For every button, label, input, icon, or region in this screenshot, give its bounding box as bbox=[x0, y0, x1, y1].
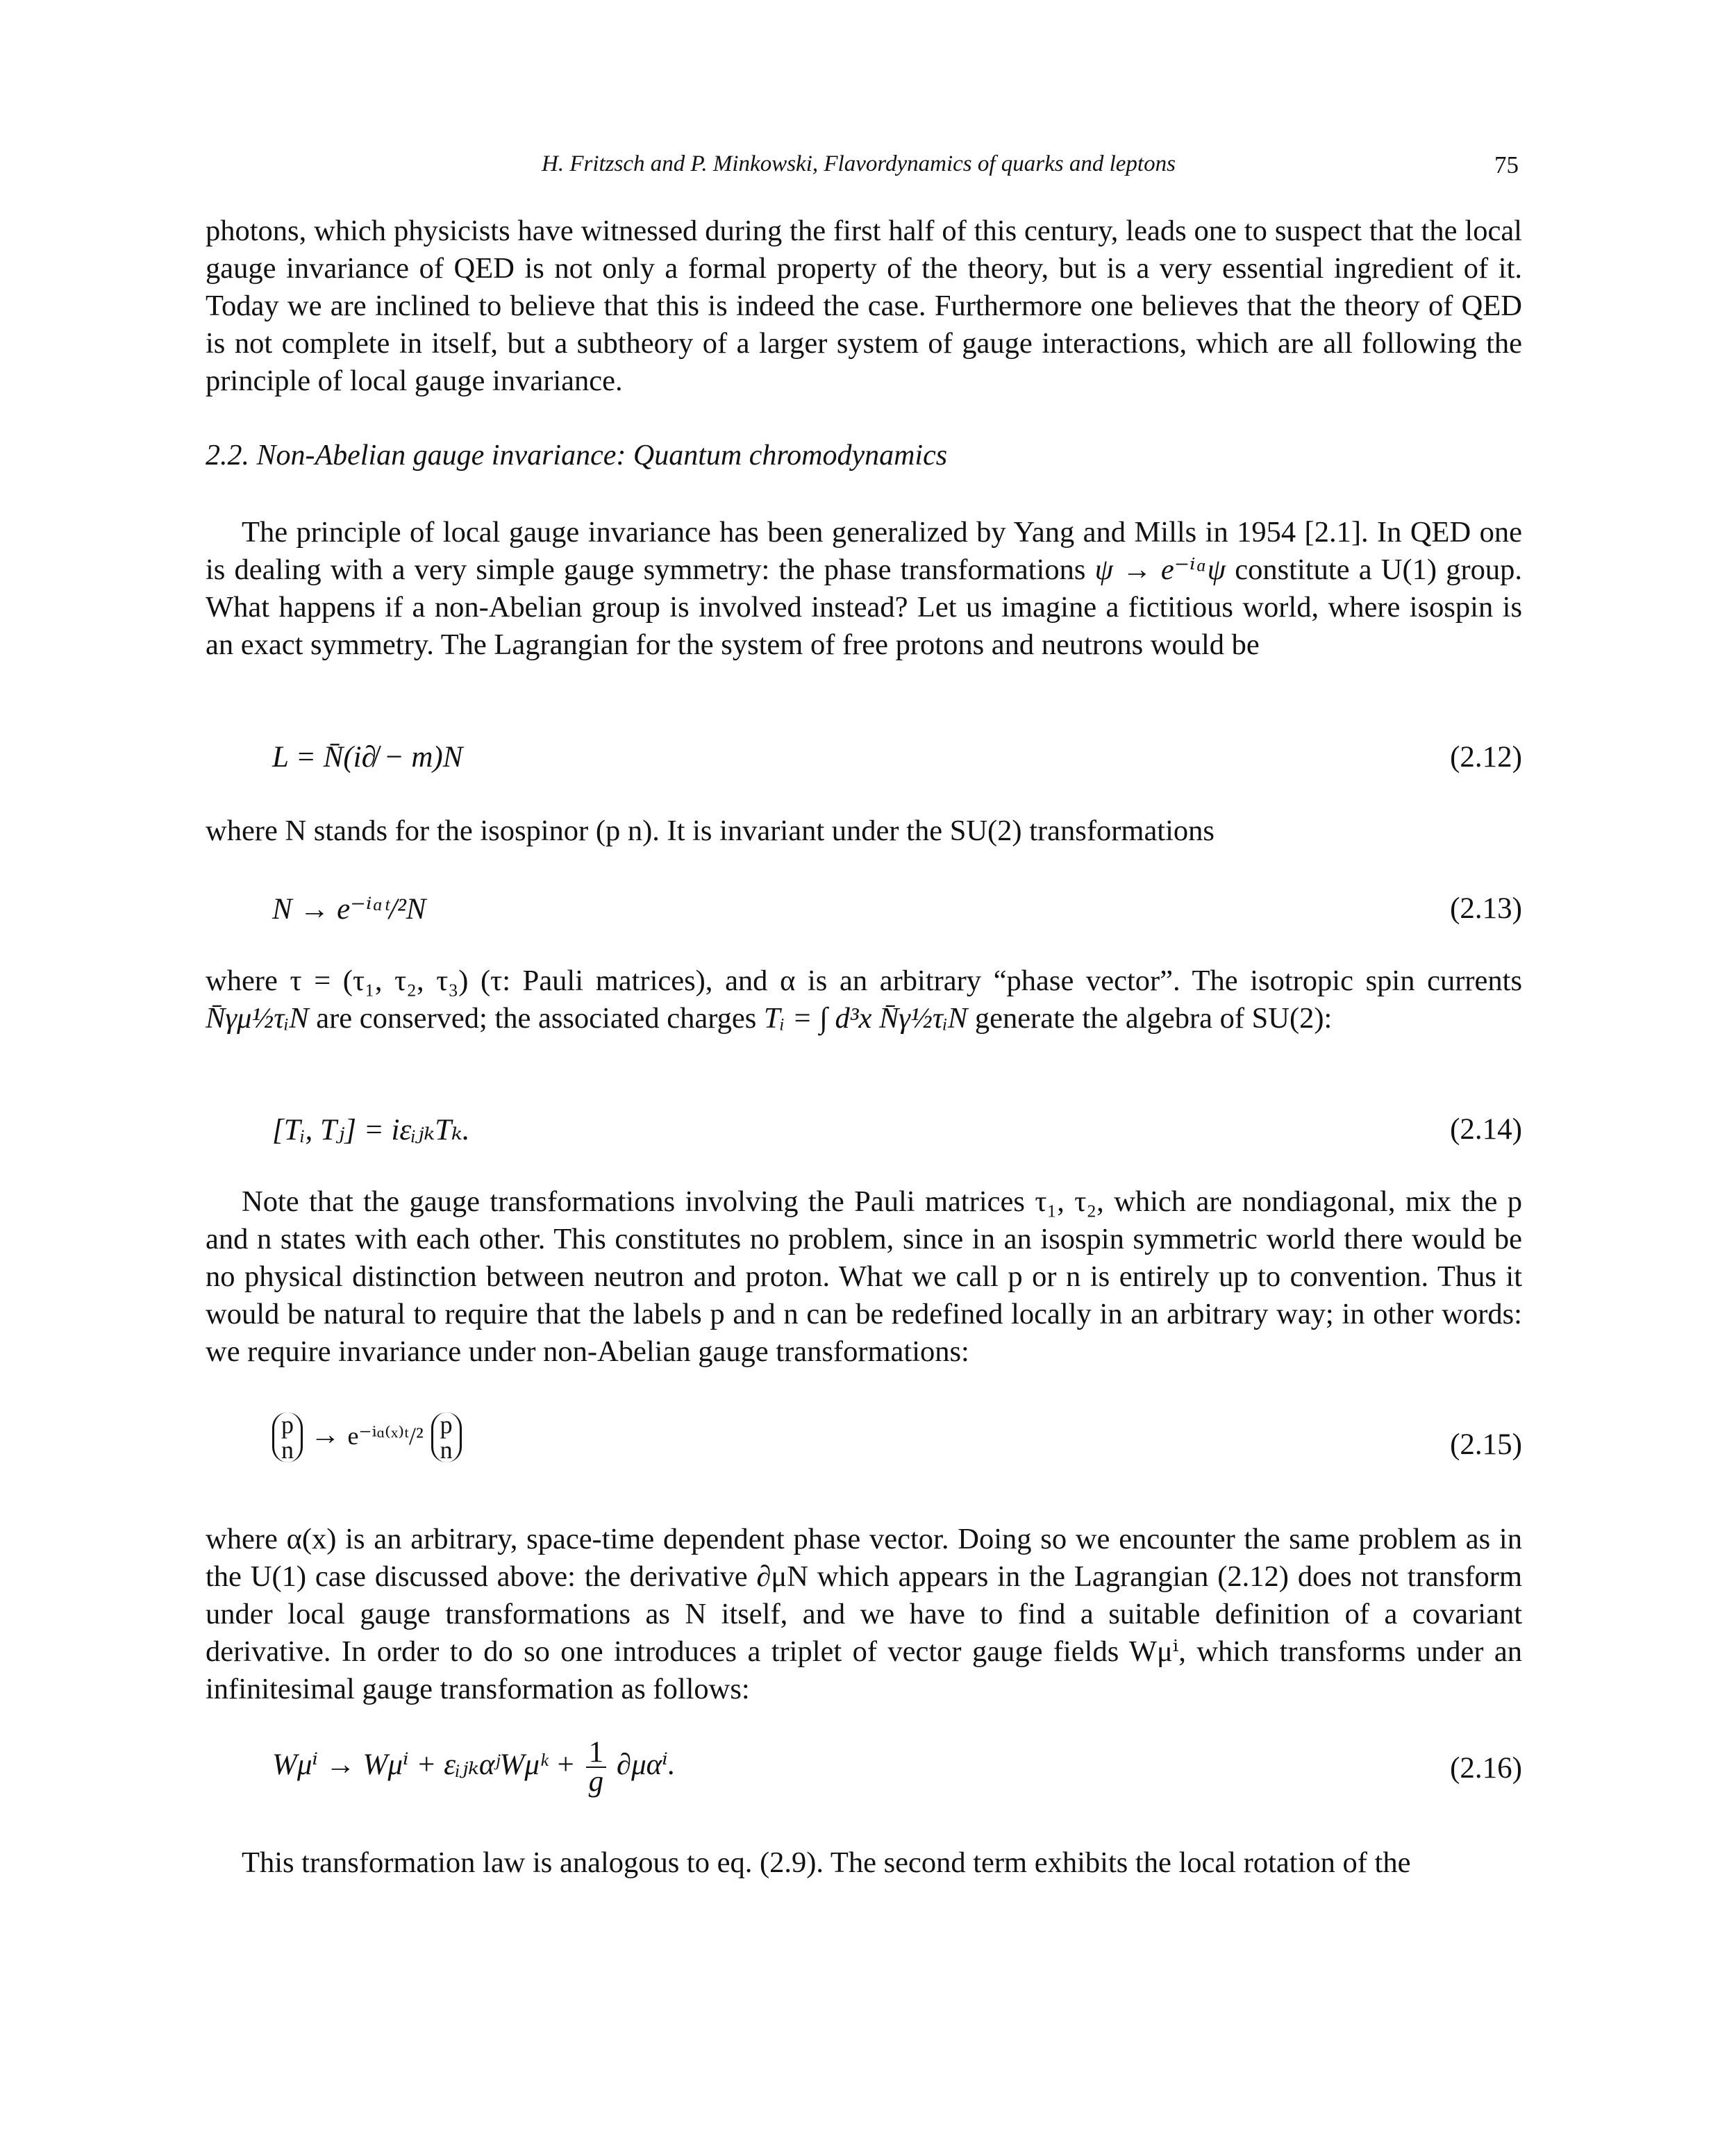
equation-2-12-number: (2.12) bbox=[1450, 741, 1522, 774]
equation-2-15-number: (2.15) bbox=[1450, 1428, 1522, 1461]
fraction-denominator: g bbox=[588, 1765, 604, 1798]
isospin-charge: Tᵢ = ∫ d³x N̄γ½τᵢN bbox=[763, 1002, 968, 1035]
equation-2-15-formula bbox=[272, 1412, 462, 1462]
running-head: H. Fritzsch and P. Minkowski, Flavordynamics of quarks and leptons bbox=[542, 151, 1176, 176]
arrow: → bbox=[310, 1418, 340, 1451]
paragraph-5: Note that the gauge transformations involving the Pauli matrices τ₁, τ₂, which are nondiagonal, mix the p and n states with each other. This constitutes no problem, since in an isospin symmetric world there would be no physical distinction between neutron and proton. What we call p or n is entirely up to convention. Thus it would be natural to require that the labels p and n can be redefined locally in an arbitrary way; in other words: we require invariance under non-Abelian gauge transformations: bbox=[206, 1185, 1522, 1368]
fraction-numerator: 1 bbox=[586, 1739, 607, 1768]
equation-2-14 bbox=[206, 1112, 1522, 1161]
equation-2-15 bbox=[206, 1412, 1522, 1475]
gauge-exponential: e⁻ⁱᵅ⁽ˣ⁾ᵗ/² bbox=[347, 1421, 424, 1450]
isospin-current: N̄γμ½τᵢN bbox=[206, 1002, 309, 1035]
equation-2-12 bbox=[206, 740, 1522, 789]
equation-2-16-part-a: Wμⁱ → Wμⁱ + εᵢⱼₖαʲWμᵏ + bbox=[272, 1748, 583, 1781]
paragraph-6: where α(x) is an arbitrary, space-time dependent phase vector. Doing so we encounter the same problem as in the U(1) case discussed above: the derivative ∂μN which appears in the Lagrangian (2.12) does not transform under local gauge transformations as N itself, and we have to find a suitable definition of a covariant derivative. In order to do so one introduces a triplet of vector gauge fields Wμⁱ, which transforms under an infinitesimal gauge transformation as follows: bbox=[206, 1523, 1522, 1705]
equation-2-14-number: (2.14) bbox=[1450, 1113, 1522, 1146]
paragraph-3-text-a: where N stands for the isospinor bbox=[206, 815, 596, 847]
equation-2-13-formula: N → e⁻ⁱᵅᵗ/²N bbox=[272, 893, 426, 926]
paragraph-3 bbox=[206, 812, 1522, 850]
isospinor: (p n) bbox=[595, 815, 653, 847]
pvec-left-n: n bbox=[281, 1436, 294, 1464]
paragraph-2 bbox=[206, 514, 1522, 664]
paragraph-4-text-b: are conserved; the associated charges bbox=[308, 1002, 764, 1035]
paragraph-4-text-a: where τ = (τ₁, τ₂, τ₃) (τ: Pauli matrices), and α is an arbitrary “phase vector”. The isotropic spin currents bbox=[206, 964, 1522, 997]
paragraph-1: photons, which physicists have witnessed during the first half of this century, leads one to suspect that the local gauge invariance of QED is not only a formal property of the theory, but is a very essential ingredient of it. Today we are inclined to believe that this is indeed the case. Furthermore one believes that the theory of QED is not complete in itself, but a subtheory of a larger system of gauge interactions, which are all following the principle of local gauge invariance. bbox=[206, 215, 1522, 397]
equation-2-16-part-b: ∂μαⁱ. bbox=[609, 1748, 676, 1781]
paragraph-7: This transformation law is analogous to eq. (2.9). The second term exhibits the local rotation of the bbox=[242, 1846, 1411, 1879]
paragraph-4-text-c: generate the algebra of SU(2): bbox=[967, 1002, 1333, 1035]
pvec-right-n: n bbox=[440, 1436, 453, 1464]
paragraph-2-text-b: constitute a U(1) group. What happens if a non-Abelian group is involved instead? Let us imagine a fictitious world, where isospin is an exact symmetry. The Lagrangian for the system of free protons and neutrons would be bbox=[206, 553, 1523, 661]
pn-doublet-left bbox=[272, 1412, 303, 1462]
pn-doublet-right bbox=[431, 1412, 462, 1462]
equation-2-13 bbox=[206, 892, 1522, 940]
equation-2-13-number: (2.13) bbox=[1450, 892, 1522, 925]
equation-2-16 bbox=[206, 1736, 1522, 1801]
paragraph-4 bbox=[206, 962, 1522, 1037]
equation-2-16-number: (2.16) bbox=[1450, 1752, 1522, 1785]
page-number: 75 bbox=[1494, 151, 1519, 178]
pvec-left-p: p bbox=[281, 1411, 294, 1439]
equation-2-14-formula: [Tᵢ, Tⱼ] = iεᵢⱼₖTₖ. bbox=[272, 1114, 470, 1146]
pvec-right-p: p bbox=[440, 1411, 453, 1439]
fraction-one-over-g bbox=[586, 1736, 607, 1798]
section-title: 2.2. Non-Abelian gauge invariance: Quantum chromodynamics bbox=[206, 440, 948, 471]
equation-2-12-formula: L = N̄(i∂̸ − m)N bbox=[272, 741, 463, 774]
paragraph-2-text-a: The principle of local gauge invariance has been generalized by Yang and Mills in 1954 [2.1]. In QED one is dealing with a very simple gauge symmetry: the phase transformations bbox=[206, 516, 1522, 586]
page-header bbox=[0, 151, 1736, 186]
equation-2-16-formula bbox=[272, 1736, 676, 1798]
phase-formula: ψ → e⁻ⁱᵅψ bbox=[1094, 553, 1226, 586]
paragraph-3-text-b: . It is invariant under the SU(2) transformations bbox=[652, 815, 1215, 847]
